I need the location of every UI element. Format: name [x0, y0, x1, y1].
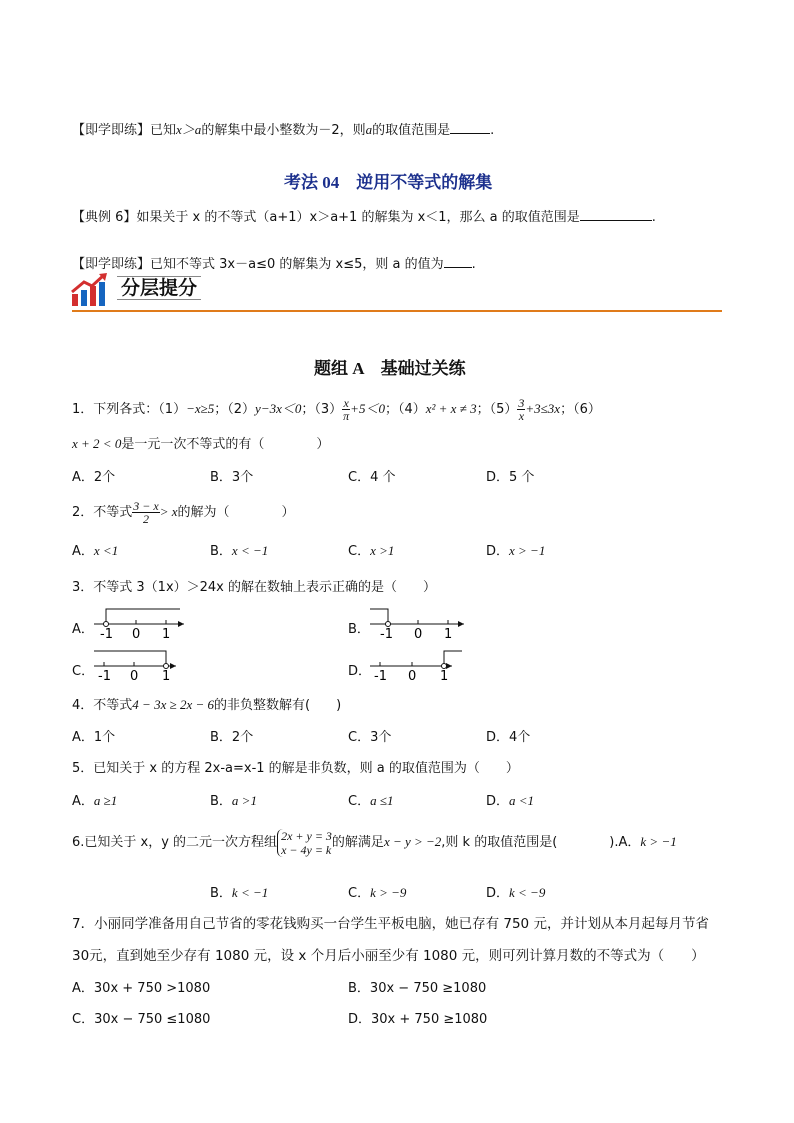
q3-option-a[interactable]: A． — [72, 622, 94, 637]
svg-text:-1: -1 — [100, 627, 113, 642]
q3-option-d[interactable]: D． — [348, 664, 372, 679]
q6-option-b[interactable]: B．k < −1 — [210, 885, 269, 901]
group-title: 题组 A 基础过关练 — [314, 359, 466, 378]
svg-text:-1: -1 — [98, 669, 111, 684]
q4-option-d[interactable]: D．4个 — [486, 730, 531, 745]
answer-blank[interactable] — [450, 121, 490, 134]
q1-option-a[interactable]: A．2个 — [72, 470, 116, 485]
svg-text:0: 0 — [408, 669, 417, 684]
q4-option-a[interactable]: A．1个 — [72, 730, 116, 745]
answer-blank[interactable] — [580, 208, 652, 221]
example-6: 【典例 6】如果关于 x 的不等式（a+1）x＞a+1 的解集为 x＜1，那么 a 的取值范围是 . — [72, 210, 656, 225]
number-line-d — [366, 646, 466, 684]
q5-option-d[interactable]: D．a <1 — [486, 793, 535, 809]
q3-option-b[interactable]: B． — [348, 622, 370, 637]
q6-option-d[interactable]: D．k < −9 — [486, 885, 546, 901]
svg-text:-1: -1 — [374, 669, 387, 684]
question-5: 5．已知关于 x 的方程 2x-a=x-1 的解是非负数，则 a 的取值范围为（ ） — [72, 761, 519, 776]
banner-title: 分层提分 — [117, 276, 201, 300]
svg-text:0: 0 — [132, 627, 141, 642]
q2-option-a[interactable]: A．x <1 — [72, 543, 119, 559]
q2-option-d[interactable]: D．x > −1 — [486, 543, 546, 559]
question-4: 4．不等式4 − 3x ≥ 2x − 6的非负整数解有( ) — [72, 697, 342, 713]
question-7-line-2: 30元，直到她至少存有 1080 元，设 x 个月后小丽至少有 1080 元，则可列计算月数的不等式为（ ） — [72, 948, 705, 964]
q7-option-b[interactable]: B．30x − 750 ≥1080 — [348, 981, 487, 996]
number-line-a — [90, 604, 190, 642]
q5-option-c[interactable]: C．a ≤1 — [348, 793, 394, 809]
question-2: 2．不等式 $\frac{3 - x}{2}$ > x的解为（ ） — [72, 499, 295, 526]
svg-text:1: 1 — [162, 627, 171, 642]
q5-option-b[interactable]: B．a >1 — [210, 793, 257, 809]
q7-option-c[interactable]: C．30x − 750 ≤1080 — [72, 1012, 211, 1027]
equation-system: 2x + y = 3 x − 4y = k — [277, 829, 332, 857]
question-7-line-1: 7．小丽同学准备用自己节省的零花钱购买一台学生平板电脑，她已存有 750 元，并计划从本月起每月节省 — [72, 916, 709, 932]
q2-option-c[interactable]: C．x >1 — [348, 543, 395, 559]
question-6: 6.已知关于 x，y 的二元一次方程组 2x + y = 3 x − 4y = k 的解满足x − y > −2,则 k 的取值范围是( ).A．k > −1 — [72, 828, 677, 857]
q4-option-c[interactable]: C．3个 — [348, 730, 392, 745]
q5-option-a[interactable]: A．a ≥1 — [72, 793, 118, 809]
number-line-b — [366, 604, 470, 642]
question-3: 3．不等式 3（1x）＞24x 的解在数轴上表示正确的是（ ） — [72, 580, 437, 595]
q7-option-d[interactable]: D．30x + 750 ≥1080 — [348, 1012, 488, 1027]
chart-growth-icon — [70, 272, 110, 308]
practice-question-2: 【即学即练】已知不等式 3x－a≤0 的解集为 x≤5，则 a 的值为 . — [72, 257, 476, 272]
svg-text:1: 1 — [162, 669, 171, 684]
banner-divider — [72, 310, 722, 312]
fraction: $\frac{3}{x}$ — [518, 396, 525, 423]
q2-option-b[interactable]: B．x < −1 — [210, 543, 269, 559]
q3-option-c[interactable]: C． — [72, 664, 95, 679]
q1-option-c[interactable]: C．4 个 — [348, 470, 396, 485]
practice-question-1: 【即学即练】已知x＞a的解集中最小整数为－2，则a的取值范围是 . — [72, 122, 495, 138]
q1-option-b[interactable]: B．3个 — [210, 470, 254, 485]
svg-text:0: 0 — [130, 669, 139, 684]
q4-option-b[interactable]: B．2个 — [210, 730, 254, 745]
fraction: $\frac{3 - x}{2}$ — [133, 499, 159, 526]
q7-option-a[interactable]: A．30x + 750 >1080 — [72, 981, 211, 996]
q6-option-c[interactable]: C．k > −9 — [348, 885, 407, 901]
fraction: $\frac{x}{\pi}$ — [343, 396, 350, 423]
svg-text:1: 1 — [444, 627, 453, 642]
q6-option-a[interactable]: k > −1 — [640, 834, 677, 849]
section-title: 考法 04 逆用不等式的解集 — [284, 173, 493, 192]
svg-text:-1: -1 — [380, 627, 393, 642]
svg-text:0: 0 — [414, 627, 423, 642]
svg-text:1: 1 — [440, 669, 449, 684]
question-1: 1．下列各式：（1）−x≥5；（2）y−3x＜0；（3） $\frac{x}{\pi}$ +5＜0；（4）x² + x ≠ 3；（5） $\frac{3}{x}$ +3≤3x；（6） — [72, 396, 601, 423]
question-1-cont: x + 2 < 0是一元一次不等式的有（ ） — [72, 436, 330, 452]
q1-option-d[interactable]: D．5 个 — [486, 470, 535, 485]
number-line-c — [90, 646, 190, 684]
answer-blank[interactable] — [444, 255, 472, 268]
practice-tag: 【即学即练】 — [72, 123, 151, 138]
